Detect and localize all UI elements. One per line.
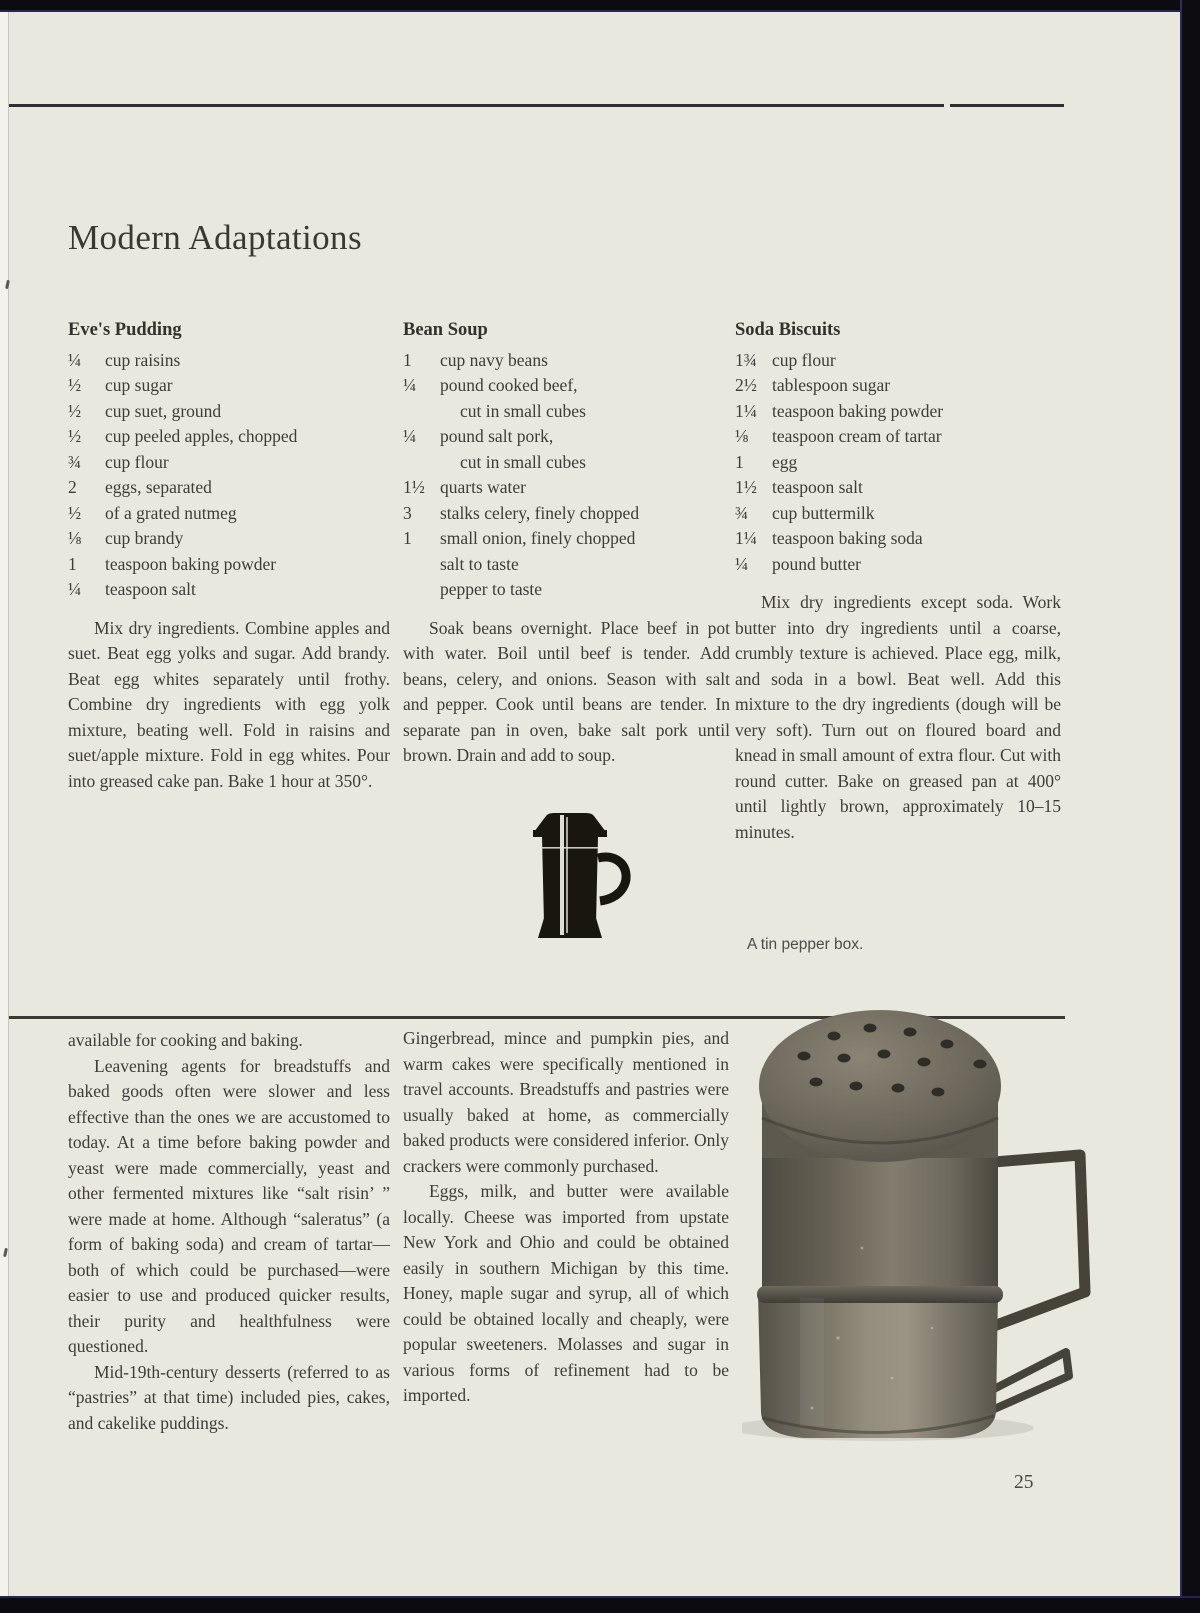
- ingredient-quantity: ½: [68, 426, 82, 446]
- article-paragraph: Eggs, milk, and butter were available locally. Cheese was imported from upstate New York and Ohio and could be obtained easily in southern Michigan by this time. Honey, maple sugar and syrup, all of which could be obtained locally and cheaply, were popular sweeteners. Molasses and sugar in various forms of refinement had to be imported.: [403, 1181, 729, 1405]
- ingredient-text: eggs, separated: [105, 477, 212, 497]
- ingredient-quantity: 1: [403, 349, 412, 370]
- ingredient-line: [735, 526, 1061, 552]
- article-column-left: [68, 1028, 390, 1436]
- ingredient-quantity: 1¾: [735, 349, 757, 370]
- ingredient-quantity: ¼: [403, 426, 417, 446]
- ingredient-text: pound salt pork,: [440, 426, 554, 446]
- recipe-bean-soup: [403, 318, 730, 769]
- recipe-heading: Eve's Pudding: [68, 320, 182, 340]
- ingredient-text: small onion, finely chopped: [440, 528, 636, 548]
- ingredient-quantity: [403, 552, 440, 578]
- ingredient-line: [68, 424, 390, 450]
- ingredient-quantity: ¾: [68, 451, 82, 472]
- ingredient-text: cup flour: [772, 349, 836, 370]
- ingredient-quantity: ½: [68, 375, 82, 395]
- ingredient-text: cup raisins: [105, 349, 181, 370]
- recipe-method: Mix dry ingredients. Combine apples and suet. Beat egg yolks and sugar. Add brandy. Beat egg whites separately until frothy. Combine dry ingredients with egg yolk mixture, beating well. Fold in raisins and suet/apple mixture. Fold in egg whites. Pour into greased cake pan. Bake 1 hour at 350°.: [68, 617, 390, 791]
- ingredient-text: teaspoon baking powder: [105, 553, 277, 574]
- recipe-heading: Bean Soup: [403, 320, 488, 340]
- ingredient-list: [68, 348, 390, 603]
- ingredient-line: [403, 424, 730, 450]
- ingredient-text: of a grated nutmeg: [105, 502, 237, 523]
- ingredient-text: cup brandy: [105, 528, 184, 548]
- ingredient-quantity: [423, 399, 460, 425]
- ingredient-line: [403, 450, 730, 476]
- ingredient-text: cup flour: [105, 451, 169, 472]
- ingredient-line: [735, 501, 1061, 527]
- ingredient-text: cup sugar: [105, 375, 173, 395]
- ingredient-quantity: ½: [68, 502, 82, 523]
- photo-caption: A tin pepper box.: [747, 936, 864, 953]
- ingredient-line: [403, 475, 730, 501]
- ingredient-line: [68, 399, 390, 425]
- ingredient-text: tablespoon sugar: [772, 375, 891, 395]
- tin-pepper-box-engraving: [520, 806, 660, 946]
- ingredient-list: [403, 348, 730, 603]
- page-title: Modern Adaptations: [68, 218, 362, 257]
- ingredient-quantity: 1¼: [735, 400, 757, 421]
- ingredient-line: [403, 348, 730, 374]
- article-paragraph: available for cooking and baking.: [68, 1030, 303, 1050]
- ingredient-line: [68, 475, 390, 501]
- ingredient-text: cut in small cubes: [460, 451, 586, 472]
- ingredient-text: cup peeled apples, chopped: [105, 426, 298, 446]
- ingredient-quantity: 1¼: [735, 528, 757, 548]
- ingredient-quantity: ½: [68, 400, 82, 421]
- ingredient-line: [735, 450, 1061, 476]
- ingredient-line: [68, 526, 390, 552]
- ingredient-quantity: 1½: [735, 477, 757, 497]
- ingredient-text: pound cooked beef,: [440, 375, 578, 395]
- article-column-middle: [403, 1026, 729, 1409]
- ingredient-quantity: [423, 450, 460, 476]
- ingredient-line: [403, 501, 730, 527]
- ingredient-line: [735, 424, 1061, 450]
- ingredient-quantity: [403, 577, 440, 603]
- ingredient-line: [735, 348, 1061, 374]
- ingredient-quantity: ¼: [735, 553, 749, 574]
- ingredient-quantity: ¼: [403, 375, 417, 395]
- ingredient-line: [403, 373, 730, 399]
- article-paragraph: Leavening agents for breadstuffs and baked goods often were slower and less effective than the ones we are accustomed to today. At a time before baking powder and yeast were made commercially, yeast and other fermented mixtures like “salt risin’ ” were made at home. Although “saleratus” (a form of baking soda) and cream of tartar—both of which could be purchased—were easier to use and produced quicker results, their purity and healthfulness were questioned.: [68, 1055, 390, 1356]
- top-rule-gap: [944, 104, 950, 107]
- ingredient-line: [68, 577, 390, 603]
- ingredient-text: cup navy beans: [440, 349, 548, 370]
- ingredient-quantity: 3: [403, 502, 412, 523]
- scan-edge-bottom: [0, 1596, 1200, 1613]
- ingredient-text: cut in small cubes: [460, 400, 586, 421]
- ingredient-list: [735, 348, 1061, 578]
- ingredient-line: [68, 450, 390, 476]
- ingredient-text: teaspoon salt: [772, 477, 863, 497]
- ingredient-quantity: ¼: [68, 349, 82, 370]
- top-rule: [8, 104, 1064, 107]
- ingredient-text: egg: [772, 451, 798, 472]
- ingredient-text: stalks celery, finely chopped: [440, 502, 640, 523]
- ingredient-quantity: ⅛: [68, 528, 82, 548]
- page-edge-left: [0, 10, 9, 1596]
- ingredient-text: salt to taste: [440, 553, 519, 574]
- ingredient-text: teaspoon salt: [105, 579, 196, 599]
- ingredient-line: [68, 373, 390, 399]
- ingredient-line: [68, 501, 390, 527]
- recipe-heading: Soda Biscuits: [735, 320, 841, 340]
- recipe-method: Mix dry ingredients except soda. Work butter into dry ingredients until a coarse, crumbly texture is achieved. Place egg, milk, and soda in a bowl. Beat well. Add this mixture to the dry ingredients (dough will be very soft). Turn out on floured board and knead in small amount of extra flour. Cut with round cutter. Bake on greased pan at 400° until lightly brown, approximately 10–15 minutes.: [735, 592, 1061, 842]
- ingredient-quantity: ¾: [735, 502, 749, 523]
- scan-artifact: [5, 280, 10, 289]
- ingredient-text: cup suet, ground: [105, 400, 222, 421]
- ingredient-text: teaspoon baking soda: [772, 528, 923, 548]
- ingredient-text: quarts water: [440, 477, 527, 497]
- ingredient-line: [735, 399, 1061, 425]
- ingredient-text: cup buttermilk: [772, 502, 875, 523]
- ingredient-quantity: ¼: [68, 579, 82, 599]
- ingredient-quantity: 1½: [403, 477, 425, 497]
- ingredient-text: pepper to taste: [440, 579, 543, 599]
- ingredient-quantity: 1: [68, 553, 77, 574]
- ingredient-line: [735, 475, 1061, 501]
- recipe-soda-biscuits: [735, 318, 1061, 845]
- ingredient-line: [68, 348, 390, 374]
- article-paragraph: Mid-19th-century desserts (referred to as “pastries” at that time) included pies, cakes, and cakelike puddings.: [68, 1361, 390, 1433]
- article-paragraph: Gingerbread, mince and pumpkin pies, and warm cakes were specifically mentioned in travel accounts. Breadstuffs and pastries were usually baked at home, as commercially baked products were considered inferior. Only crackers were commonly purchased.: [403, 1028, 729, 1176]
- ingredient-quantity: ⅛: [735, 426, 749, 446]
- ingredient-line: [403, 526, 730, 552]
- recipe-method: Soak beans overnight. Place beef in pot with water. Boil until beef is tender. Add beans, celery, and onions. Season with salt and pepper. Cook until beans are tender. In separate pan in oven, bake salt pork until brown. Drain and add to soup.: [403, 617, 730, 765]
- ingredient-text: teaspoon baking powder: [772, 400, 944, 421]
- ingredient-line: [735, 552, 1061, 578]
- ingredient-line: [403, 577, 730, 603]
- ingredient-text: teaspoon cream of tartar: [772, 426, 942, 446]
- ingredient-text: pound butter: [772, 553, 861, 574]
- ingredient-quantity: 1: [403, 528, 412, 548]
- tin-pepper-shaker-photo: [742, 998, 1108, 1443]
- ingredient-line: [403, 399, 730, 425]
- recipe-eves-pudding: [68, 318, 390, 794]
- ingredient-line: [735, 373, 1061, 399]
- scan-edge-top: [0, 0, 1200, 12]
- ingredient-quantity: 2: [68, 477, 77, 497]
- ingredient-quantity: 2½: [735, 375, 757, 395]
- ingredient-line: [403, 552, 730, 578]
- ingredient-quantity: 1: [735, 451, 744, 472]
- ingredient-line: [68, 552, 390, 578]
- scan-edge-right: [1180, 0, 1200, 1611]
- page-number: 25: [1014, 1472, 1034, 1493]
